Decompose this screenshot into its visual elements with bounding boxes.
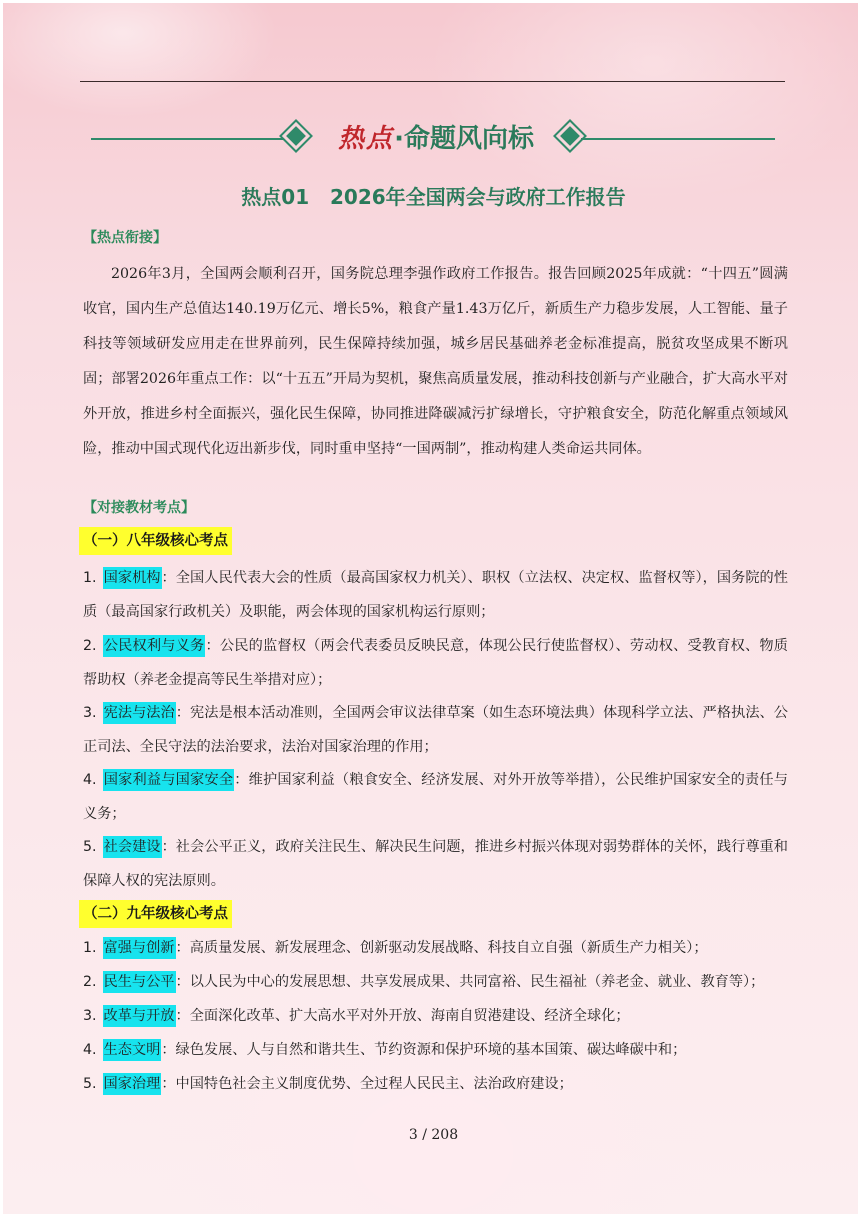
grade8-heading: （一）八年级核心考点	[79, 527, 232, 555]
list-item	[83, 561, 788, 629]
page-number: 3 / 208	[408, 1127, 459, 1143]
banner-title-hot: 热点	[338, 124, 395, 154]
item-keyword: 社会建设	[103, 836, 162, 858]
hotspot-paragraph	[83, 257, 788, 467]
list-item	[83, 1067, 788, 1101]
diamond-ornament-icon	[286, 126, 306, 146]
banner-title-rest: ·命题风向标	[394, 124, 534, 154]
banner-line-right	[581, 138, 775, 140]
item-number: 5.	[83, 1076, 97, 1092]
item-keyword: 生态文明	[103, 1039, 162, 1061]
item-keyword: 民生与公平	[103, 971, 176, 993]
item-text: ：以人民为中心的发展思想、共享发展成果、共同富裕、民生福祉（养老金、就业、教育等）；	[175, 974, 765, 990]
tag-hotspot-link: 【热点衔接】	[83, 230, 167, 246]
item-number: 2.	[83, 638, 97, 654]
item-number: 3.	[83, 1008, 97, 1024]
hotspot-paragraph-text: 2026年3月，全国两会顺利召开，国务院总理李强作政府工作报告。报告回顾2025年成就：“十四五”圆满收官，国内生产总值达140.19万亿元、增长5%，粮食产量1.43万亿斤，新质生产力稳步发展，人工智能、量子科技等领域研发应用走在世界前列，民生保障持续加强，城乡居民基础养老金标准提高，脱贫攻坚成果不断巩固；部署2026年重点工作：以“十五五”开局为契机，聚焦高质量发展，推动科技创新与产业融合，扩大高水平对外开放，推进乡村全面振兴，强化民生保障，协同推进降碳减污扩绿增长，守护粮食安全，防范化解重点领域风险，推动中国式现代化迈出新步伐，同时重申坚持“一国两制”，推动构建人类命运共同体。	[83, 266, 788, 457]
hotspot-title: 热点01 2026年全国两会与政府工作报告	[241, 185, 626, 209]
item-text: ：维护国家利益（粮食安全、经济发展、对外开放等举措），公民维护国家安全的责任与义务；	[83, 772, 788, 822]
list-item	[83, 965, 788, 999]
item-keyword: 公民权利与义务	[103, 635, 206, 657]
section-banner	[91, 119, 775, 159]
grade9-heading: （二）九年级核心考点	[79, 900, 232, 928]
header-rule	[80, 81, 785, 82]
item-number: 1.	[83, 570, 97, 586]
banner-title	[323, 119, 549, 159]
item-text: ：宪法是根本活动准则，全国两会审议法律草案（如生态环境法典）体现科学立法、严格执法、公正司法、全民守法的法治要求，法治对国家治理的作用；	[83, 705, 788, 755]
item-number: 4.	[83, 1042, 97, 1058]
item-text: ：全面深化改革、扩大高水平对外开放、海南自贸港建设、经济全球化；	[175, 1008, 630, 1024]
tag-textbook-points: 【对接教材考点】	[83, 500, 195, 516]
item-keyword: 富强与创新	[103, 937, 176, 959]
item-text: ：公民的监督权（两会代表委员反映民意，体现公民行使监督权）、劳动权、受教育权、物质帮助权（养老金提高等民生举措对应）；	[83, 638, 788, 688]
item-keyword: 国家机构	[103, 567, 162, 589]
list-item	[83, 931, 788, 965]
list-item	[83, 999, 788, 1033]
item-number: 4.	[83, 772, 97, 788]
item-text: ：中国特色社会主义制度优势、全过程人民民主、法治政府建设；	[161, 1076, 573, 1092]
item-keyword: 改革与开放	[103, 1005, 176, 1027]
item-text: ：绿色发展、人与自然和谐共生、节约资源和保护环境的基本国策、碳达峰碳中和；	[161, 1042, 687, 1058]
item-text: ：全国人民代表大会的性质（最高国家权力机关）、职权（立法权、决定权、监督权等），国务院的性质（最高国家行政机关）及职能，两会体现的国家机构运行原则；	[83, 570, 788, 620]
diamond-ornament-icon	[560, 126, 580, 146]
item-number: 5.	[83, 839, 97, 855]
list-item	[83, 696, 788, 764]
item-keyword: 宪法与法治	[103, 702, 176, 724]
list-item	[83, 629, 788, 697]
list-item	[83, 830, 788, 898]
banner-line-left	[91, 138, 287, 140]
item-keyword: 国家治理	[103, 1073, 162, 1095]
list-item	[83, 1033, 788, 1067]
item-keyword: 国家利益与国家安全	[103, 769, 235, 791]
item-number: 1.	[83, 940, 97, 956]
item-text: ：高质量发展、新发展理念、创新驱动发展战略、科技自立自强（新质生产力相关）；	[175, 940, 708, 956]
item-number: 2.	[83, 974, 97, 990]
item-number: 3.	[83, 705, 97, 721]
item-text: ：社会公平正义，政府关注民生、解决民生问题，推进乡村振兴体现对弱势群体的关怀，践行尊重和保障人权的宪法原则。	[83, 839, 788, 889]
list-item	[83, 763, 788, 831]
